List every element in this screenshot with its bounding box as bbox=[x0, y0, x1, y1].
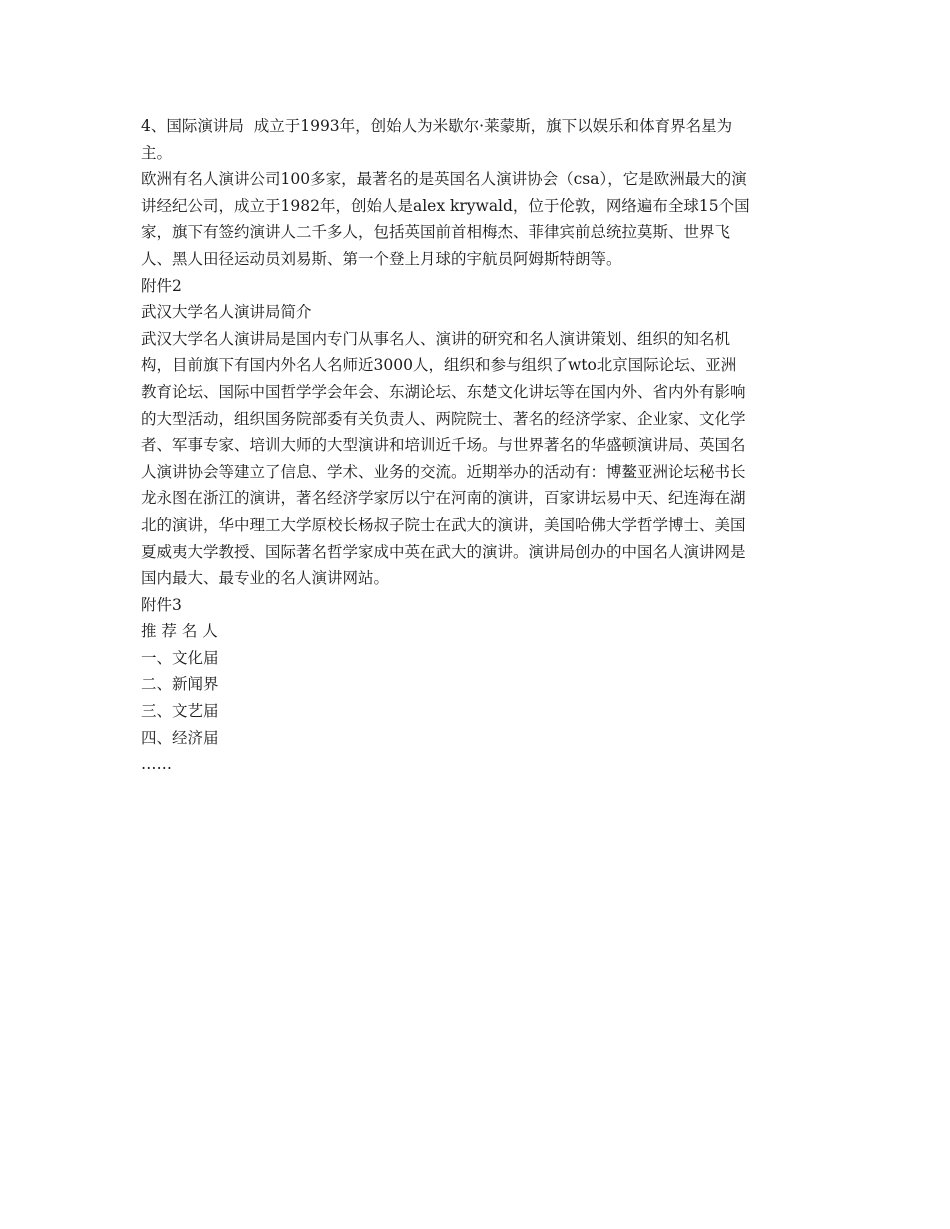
section-title-whu-bureau: 武汉大学名人演讲局简介 bbox=[141, 303, 312, 322]
paragraph-whu-bureau-intro: 武汉大学名人演讲局是国内专门从事名人、演讲的研究和名人演讲策划、组织的知名机 构，目前旗下有国内外名人名师近3000人，组织和参与组织了wto北京国际论坛、亚洲 教育论坛、国际中国哲学学会年会、东湖论坛、东楚文化讲坛等在国内外、省内外有影响 的大型活动，组织国务院部委有关负责人、两院院士、著名的经济学家、企业家、文化学 者、军事专家、培训大师的大型演讲和培训近千场。与世界著名的华盛顿演讲局、英国名 人演讲协会等建立了信息、学术、业务的交流。近期举办的活动有：博鳌亚洲论坛秘书长 龙永图在浙江的演讲，著名经济学家厉以宁在河南的演讲，百家讲坛易中天、纪连海在湖 北的演讲，华中理工大学原校长杨叔子院士在武大的演讲，美国哈佛大学哲学博士、美国 夏威夷大学教授、国际著名哲学家成中英在武大的演讲。演讲局创办的中国名人演讲网是 国内最大、最专业的名人演讲网站。 bbox=[141, 329, 746, 588]
ellipsis: …… bbox=[141, 755, 172, 774]
list-item-arts: 三、文艺届 bbox=[141, 702, 219, 721]
list-item-economy: 四、经济届 bbox=[141, 728, 219, 747]
list-item-culture: 一、文化届 bbox=[141, 648, 219, 667]
attachment-3-heading: 附件3 bbox=[141, 595, 182, 614]
paragraph-european-speakers: 欧洲有名人演讲公司100多家，最著名的是英国名人演讲协会（csa），它是欧洲最大的演 讲经纪公司，成立于1982年，创始人是alex krywald，位于伦敦，网络遍布全球15个国 家，旗下有签约演讲人二千多人，包括英国前首相梅杰、菲律宾前总统拉莫斯、世界飞 人、黑人田径运动员刘易斯、第一个登上月球的宇航员阿姆斯特朗等。 bbox=[141, 170, 750, 268]
paragraph-intl-speakers-bureau: 4、国际演讲局 成立于1993年，创始人为米歇尔·莱蒙斯，旗下以娱乐和体育界名星为 主。 bbox=[141, 117, 733, 162]
section-title-recommended: 推 荐 名 人 bbox=[141, 622, 218, 641]
list-item-journalism: 二、新闻界 bbox=[141, 675, 219, 694]
attachment-2-heading: 附件2 bbox=[141, 276, 182, 295]
document-body bbox=[141, 113, 811, 778]
